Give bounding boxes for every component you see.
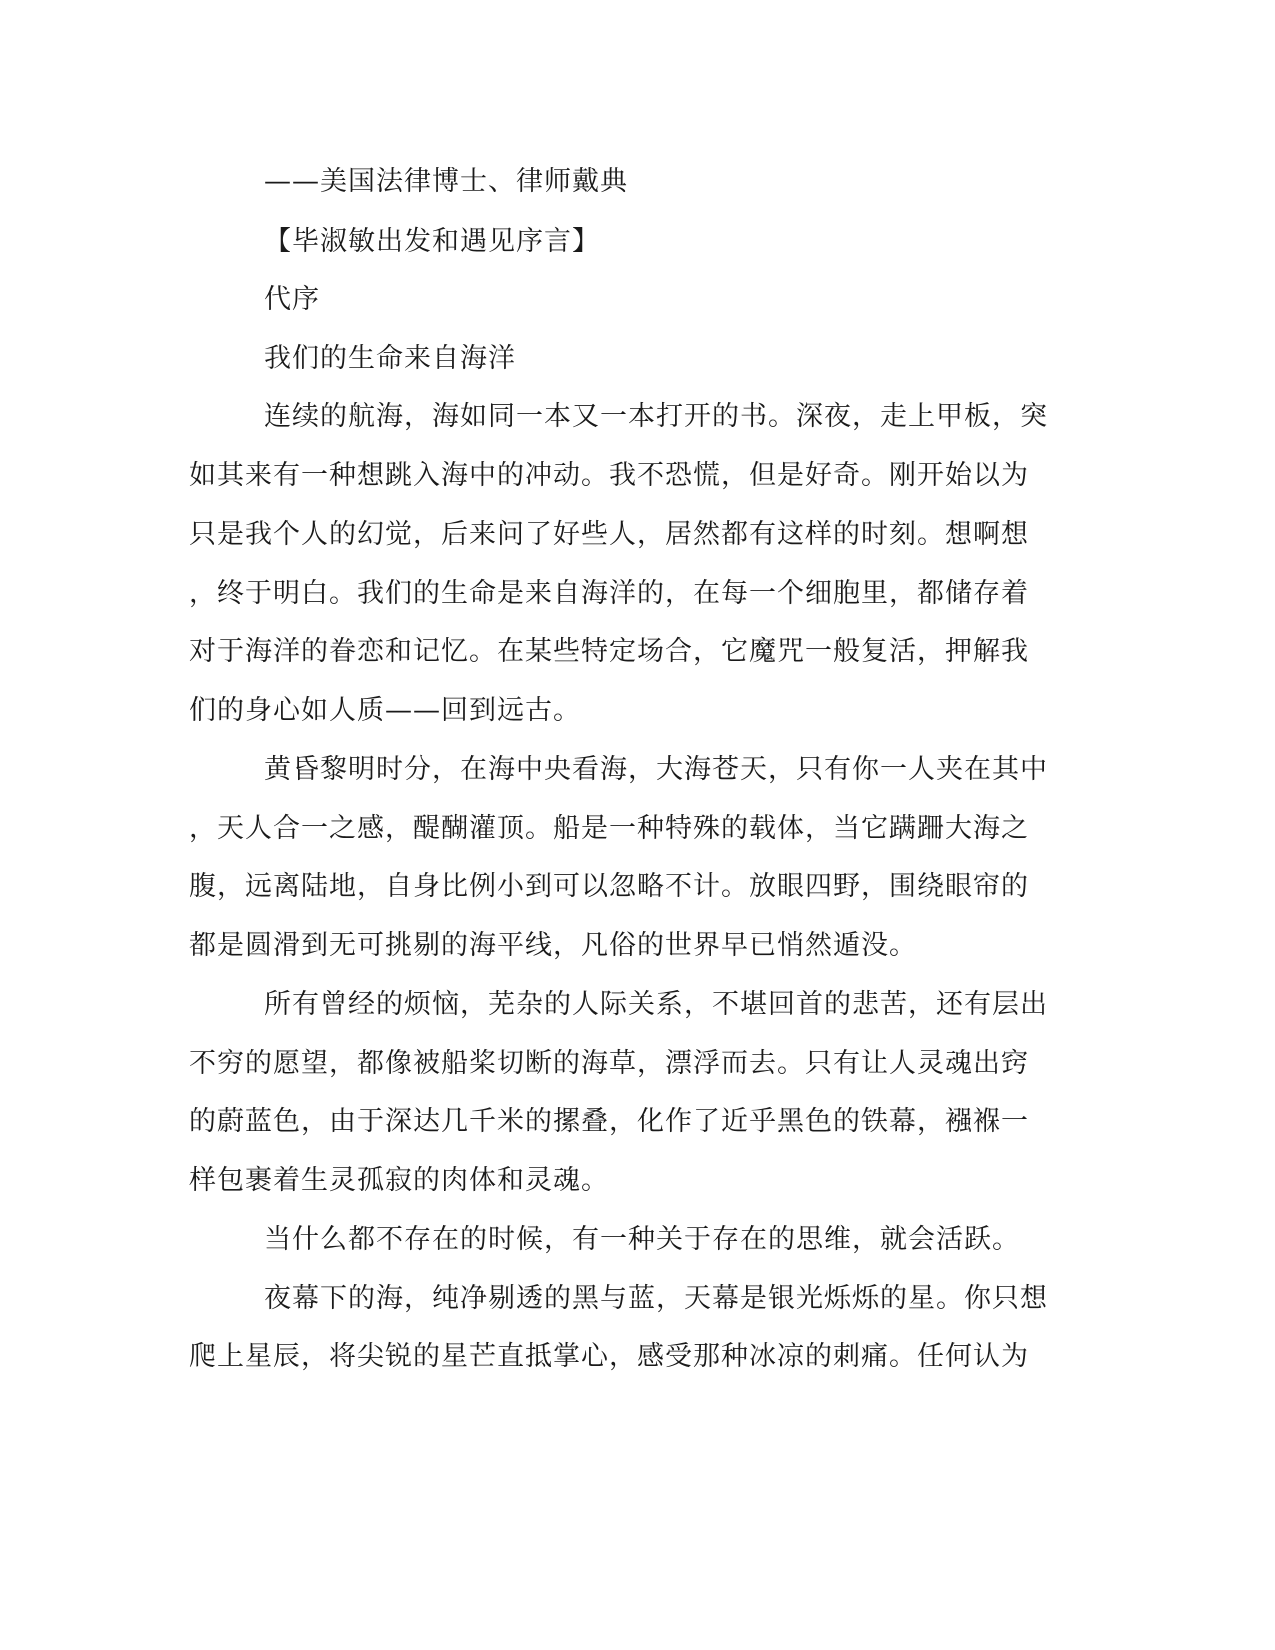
paragraph-2-line: 腹，远离陆地，自身比例小到可以忽略不计。放眼四野，围绕眼帘的 [189,871,1029,902]
paragraph-2-line: 黄昏黎明时分，在海中央看海，大海苍天，只有你一人夹在其中 [264,754,1048,785]
paragraph-1-line: ，终于明白。我们的生命是来自海洋的，在每一个细胞里，都储存着 [189,578,1029,609]
paragraph-3-line: 不穷的愿望，都像被船桨切断的海草，漂浮而去。只有让人灵魂出窍 [189,1048,1029,1079]
attribution-line: ——美国法律博士、律师戴典 [264,166,628,197]
paragraph-2-line: ，天人合一之感，醍醐灌顶。船是一种特殊的载体，当它蹒跚大海之 [189,813,1029,844]
paragraph-4-line: 当什么都不存在的时候，有一种关于存在的思维，就会活跃。 [264,1224,1020,1255]
paragraph-3-line: 所有曾经的烦恼，芜杂的人际关系，不堪回首的悲苦，还有层出 [264,989,1048,1020]
paragraph-5-line: 爬上星辰，将尖锐的星芒直抵掌心，感受那种冰凉的刺痛。任何认为 [189,1341,1029,1372]
paragraph-1-line: 连续的航海，海如同一本又一本打开的书。深夜，走上甲板，突 [264,401,1048,432]
paragraph-1-line: 对于海洋的眷恋和记忆。在某些特定场合，它魔咒一般复活，押解我 [189,636,1029,667]
paragraph-3-line: 的蔚蓝色，由于深达几千米的摞叠，化作了近乎黑色的铁幕，襁褓一 [189,1106,1029,1137]
paragraph-3-line: 样包裹着生灵孤寂的肉体和灵魂。 [189,1165,609,1196]
preface-label: 代序 [264,284,320,315]
paragraph-1-line: 如其来有一种想跳入海中的冲动。我不恐慌，但是好奇。刚开始以为 [189,460,1029,491]
paragraph-2-line: 都是圆滑到无可挑剔的海平线，凡俗的世界早已悄然遁没。 [189,930,917,961]
section-title: 【毕淑敏出发和遇见序言】 [264,226,600,257]
paragraph-1-line: 们的身心如人质——回到远古。 [189,695,581,726]
paragraph-5-line: 夜幕下的海，纯净剔透的黑与蓝，天幕是银光烁烁的星。你只想 [264,1283,1048,1314]
essay-title: 我们的生命来自海洋 [264,343,516,374]
paragraph-1-line: 只是我个人的幻觉，后来问了好些人，居然都有这样的时刻。想啊想 [189,519,1029,550]
